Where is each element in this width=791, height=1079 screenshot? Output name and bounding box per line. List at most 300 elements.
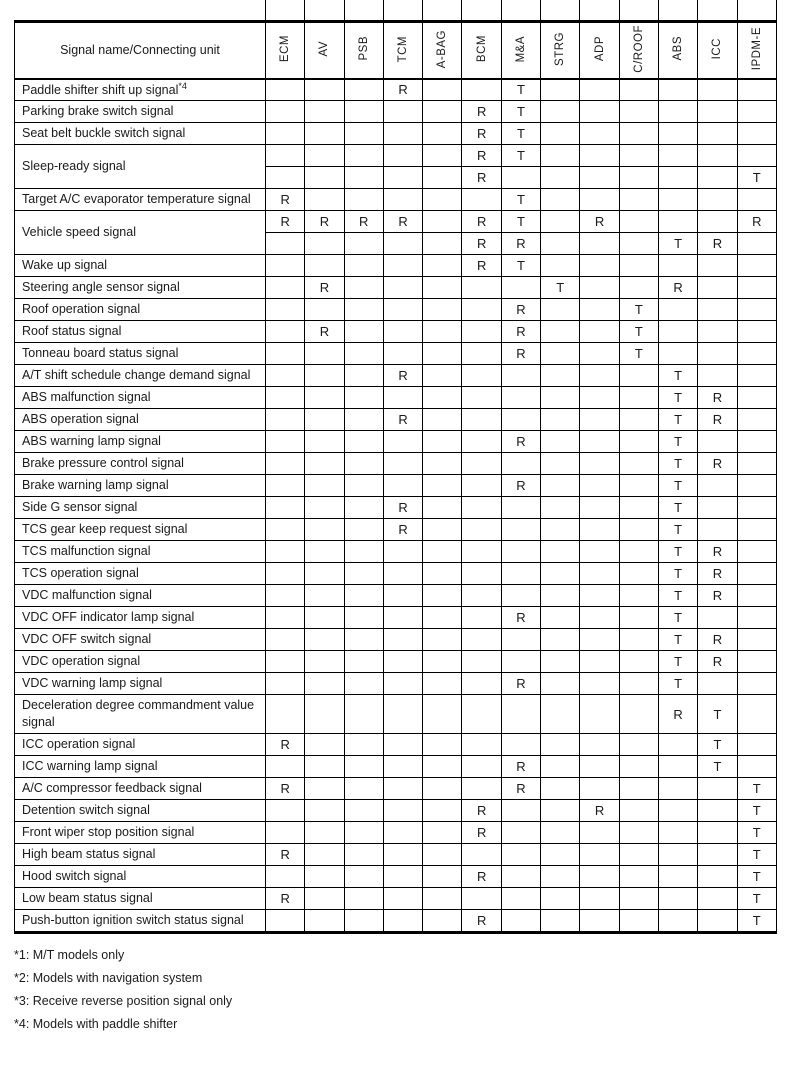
empty-cell bbox=[501, 651, 540, 673]
empty-cell bbox=[541, 409, 580, 431]
signal-marker-cell: T bbox=[658, 365, 697, 387]
empty-cell bbox=[266, 563, 305, 585]
table-row bbox=[15, 343, 777, 365]
empty-cell bbox=[580, 888, 619, 910]
empty-cell bbox=[344, 607, 383, 629]
signal-marker-cell: R bbox=[698, 453, 737, 475]
signal-name-cell: VDC operation signal bbox=[15, 651, 266, 673]
empty-cell bbox=[423, 453, 462, 475]
empty-cell bbox=[619, 822, 658, 844]
signal-marker-cell: R bbox=[501, 778, 540, 800]
empty-cell bbox=[305, 695, 344, 734]
empty-cell bbox=[580, 79, 619, 101]
empty-cell bbox=[658, 778, 697, 800]
signal-marker-cell: R bbox=[501, 233, 540, 255]
signal-marker-cell: R bbox=[266, 778, 305, 800]
empty-cell bbox=[344, 844, 383, 866]
empty-cell bbox=[737, 629, 776, 651]
empty-cell bbox=[423, 607, 462, 629]
empty-cell bbox=[619, 734, 658, 756]
empty-cell bbox=[344, 255, 383, 277]
table-row bbox=[15, 822, 777, 844]
table-row bbox=[15, 101, 777, 123]
column-header-abs bbox=[658, 22, 697, 79]
empty-cell bbox=[737, 277, 776, 299]
table-row bbox=[15, 123, 777, 145]
table-row bbox=[15, 629, 777, 651]
empty-cell bbox=[383, 563, 422, 585]
signal-marker-cell: R bbox=[737, 211, 776, 233]
empty-cell bbox=[737, 475, 776, 497]
empty-cell bbox=[541, 844, 580, 866]
empty-cell bbox=[501, 800, 540, 822]
empty-cell bbox=[305, 844, 344, 866]
empty-cell bbox=[423, 233, 462, 255]
signal-name-cell: Target A/C evaporator temperature signal bbox=[15, 189, 266, 211]
signal-marker-cell: R bbox=[462, 910, 501, 933]
empty-cell bbox=[266, 607, 305, 629]
empty-cell bbox=[462, 756, 501, 778]
empty-cell bbox=[423, 673, 462, 695]
signal-name-cell: A/C compressor feedback signal bbox=[15, 778, 266, 800]
empty-cell bbox=[619, 607, 658, 629]
empty-cell bbox=[383, 453, 422, 475]
empty-cell bbox=[737, 607, 776, 629]
empty-cell bbox=[423, 541, 462, 563]
empty-cell bbox=[305, 866, 344, 888]
empty-cell bbox=[383, 299, 422, 321]
signal-marker-cell: R bbox=[383, 519, 422, 541]
column-header-label: M&A bbox=[514, 35, 527, 62]
empty-cell bbox=[423, 321, 462, 343]
empty-cell bbox=[501, 629, 540, 651]
column-header-label: ADP bbox=[593, 36, 606, 62]
signal-name-cell: Steering angle sensor signal bbox=[15, 277, 266, 299]
signal-marker-cell: R bbox=[344, 211, 383, 233]
empty-cell bbox=[541, 431, 580, 453]
empty-cell bbox=[305, 387, 344, 409]
empty-cell bbox=[305, 167, 344, 189]
empty-cell bbox=[737, 387, 776, 409]
empty-cell bbox=[266, 431, 305, 453]
empty-cell bbox=[305, 365, 344, 387]
empty-cell bbox=[383, 756, 422, 778]
empty-cell bbox=[619, 145, 658, 167]
empty-cell bbox=[305, 585, 344, 607]
signal-marker-cell: R bbox=[698, 563, 737, 585]
empty-cell bbox=[383, 844, 422, 866]
empty-cell bbox=[462, 585, 501, 607]
empty-cell bbox=[737, 585, 776, 607]
signal-marker-cell: T bbox=[658, 607, 697, 629]
empty-cell bbox=[541, 910, 580, 933]
empty-cell bbox=[305, 453, 344, 475]
signal-marker-cell: R bbox=[698, 409, 737, 431]
empty-cell bbox=[658, 844, 697, 866]
empty-cell bbox=[266, 475, 305, 497]
empty-cell bbox=[305, 255, 344, 277]
empty-cell bbox=[344, 910, 383, 933]
empty-cell bbox=[737, 343, 776, 365]
empty-cell bbox=[698, 211, 737, 233]
empty-cell bbox=[737, 431, 776, 453]
signal-marker-cell: T bbox=[658, 519, 697, 541]
empty-cell bbox=[266, 629, 305, 651]
column-header-label: ICC bbox=[711, 38, 724, 60]
empty-cell bbox=[541, 778, 580, 800]
empty-cell bbox=[737, 563, 776, 585]
empty-cell bbox=[698, 123, 737, 145]
empty-cell bbox=[698, 866, 737, 888]
empty-cell bbox=[462, 409, 501, 431]
empty-cell bbox=[266, 321, 305, 343]
empty-cell bbox=[383, 343, 422, 365]
empty-cell bbox=[305, 145, 344, 167]
empty-cell bbox=[305, 123, 344, 145]
empty-cell bbox=[698, 822, 737, 844]
footnote: *1: M/T models only bbox=[14, 948, 125, 962]
signal-marker-cell: T bbox=[737, 844, 776, 866]
signal-marker-cell: T bbox=[698, 695, 737, 734]
empty-cell bbox=[383, 888, 422, 910]
empty-cell bbox=[423, 585, 462, 607]
signal-name-cell: Hood switch signal bbox=[15, 866, 266, 888]
empty-cell bbox=[344, 233, 383, 255]
empty-cell bbox=[619, 800, 658, 822]
empty-cell bbox=[619, 563, 658, 585]
table-row bbox=[15, 189, 777, 211]
empty-cell bbox=[423, 519, 462, 541]
empty-cell bbox=[698, 101, 737, 123]
empty-cell bbox=[423, 299, 462, 321]
empty-cell bbox=[658, 822, 697, 844]
column-header-ecm bbox=[266, 22, 305, 79]
signal-name-cell: Wake up signal bbox=[15, 255, 266, 277]
signal-marker-cell: R bbox=[383, 365, 422, 387]
empty-cell bbox=[541, 800, 580, 822]
signal-marker-cell: T bbox=[658, 387, 697, 409]
signal-marker-cell: R bbox=[501, 607, 540, 629]
empty-cell bbox=[383, 866, 422, 888]
empty-cell bbox=[305, 475, 344, 497]
signal-marker-cell: T bbox=[737, 888, 776, 910]
table-row bbox=[15, 673, 777, 695]
empty-cell bbox=[619, 79, 658, 101]
empty-cell bbox=[344, 778, 383, 800]
empty-cell bbox=[619, 453, 658, 475]
empty-cell bbox=[737, 365, 776, 387]
empty-cell bbox=[619, 387, 658, 409]
empty-cell bbox=[462, 778, 501, 800]
empty-cell bbox=[658, 888, 697, 910]
signal-marker-cell: T bbox=[658, 629, 697, 651]
empty-cell bbox=[541, 822, 580, 844]
empty-cell bbox=[305, 541, 344, 563]
empty-cell bbox=[344, 800, 383, 822]
empty-cell bbox=[344, 123, 383, 145]
empty-cell bbox=[541, 756, 580, 778]
signal-marker-cell: R bbox=[383, 409, 422, 431]
empty-cell bbox=[541, 607, 580, 629]
empty-cell bbox=[737, 497, 776, 519]
signal-marker-cell: T bbox=[737, 778, 776, 800]
column-header-label: PSB bbox=[357, 36, 370, 61]
empty-cell bbox=[580, 145, 619, 167]
table-row bbox=[15, 453, 777, 475]
table-row bbox=[15, 79, 777, 101]
signal-marker-cell: R bbox=[462, 167, 501, 189]
empty-cell bbox=[580, 778, 619, 800]
signal-marker-cell: T bbox=[698, 756, 737, 778]
empty-cell bbox=[737, 651, 776, 673]
footnotes bbox=[14, 945, 791, 1037]
footnote: *3: Receive reverse position signal only bbox=[14, 994, 233, 1008]
column-header-label: ECM bbox=[279, 35, 292, 63]
empty-cell bbox=[344, 822, 383, 844]
empty-cell bbox=[423, 277, 462, 299]
empty-cell bbox=[541, 101, 580, 123]
empty-cell bbox=[658, 756, 697, 778]
empty-cell bbox=[305, 651, 344, 673]
empty-cell bbox=[580, 910, 619, 933]
empty-cell bbox=[698, 321, 737, 343]
empty-cell bbox=[541, 233, 580, 255]
empty-cell bbox=[619, 189, 658, 211]
empty-cell bbox=[619, 695, 658, 734]
empty-cell bbox=[305, 519, 344, 541]
signal-marker-cell: T bbox=[658, 409, 697, 431]
empty-cell bbox=[737, 233, 776, 255]
empty-cell bbox=[698, 189, 737, 211]
signal-name-cell: Paddle shifter shift up signal$^{*4}$ bbox=[15, 79, 266, 101]
signal-marker-cell: R bbox=[266, 888, 305, 910]
empty-cell bbox=[344, 541, 383, 563]
signal-marker-cell: T bbox=[501, 189, 540, 211]
empty-cell bbox=[383, 778, 422, 800]
empty-cell bbox=[344, 497, 383, 519]
empty-cell bbox=[698, 431, 737, 453]
table-row bbox=[15, 585, 777, 607]
empty-cell bbox=[737, 123, 776, 145]
empty-cell bbox=[737, 756, 776, 778]
empty-cell bbox=[383, 277, 422, 299]
empty-cell bbox=[383, 189, 422, 211]
empty-cell bbox=[619, 233, 658, 255]
signal-marker-cell: T bbox=[501, 79, 540, 101]
signal-marker-cell: R bbox=[501, 475, 540, 497]
empty-cell bbox=[462, 519, 501, 541]
empty-cell bbox=[619, 910, 658, 933]
empty-cell bbox=[462, 563, 501, 585]
empty-cell bbox=[344, 888, 383, 910]
empty-cell bbox=[737, 734, 776, 756]
signal-name-cell: Seat belt buckle switch signal bbox=[15, 123, 266, 145]
signal-marker-cell: T bbox=[619, 343, 658, 365]
empty-cell bbox=[462, 475, 501, 497]
empty-cell bbox=[266, 343, 305, 365]
signal-marker-cell: T bbox=[658, 233, 697, 255]
empty-cell bbox=[698, 844, 737, 866]
table-row bbox=[15, 277, 777, 299]
empty-cell bbox=[501, 888, 540, 910]
empty-cell bbox=[541, 695, 580, 734]
empty-cell bbox=[541, 888, 580, 910]
table-row bbox=[15, 844, 777, 866]
empty-cell bbox=[501, 387, 540, 409]
table-row bbox=[15, 800, 777, 822]
empty-cell bbox=[698, 145, 737, 167]
empty-cell bbox=[344, 519, 383, 541]
empty-cell bbox=[580, 585, 619, 607]
empty-cell bbox=[266, 822, 305, 844]
corner-header: Signal name/Connecting unit bbox=[15, 22, 266, 79]
empty-cell bbox=[501, 541, 540, 563]
empty-cell bbox=[462, 299, 501, 321]
signal-marker-cell: R bbox=[658, 277, 697, 299]
empty-cell bbox=[580, 409, 619, 431]
empty-cell bbox=[501, 365, 540, 387]
signal-marker-cell: T bbox=[658, 673, 697, 695]
signal-name-cell: ABS operation signal bbox=[15, 409, 266, 431]
signal-marker-cell: R bbox=[501, 321, 540, 343]
signal-name-cell: Low beam status signal bbox=[15, 888, 266, 910]
empty-cell bbox=[541, 629, 580, 651]
empty-cell bbox=[344, 563, 383, 585]
empty-cell bbox=[423, 866, 462, 888]
empty-cell bbox=[423, 343, 462, 365]
empty-cell bbox=[266, 255, 305, 277]
empty-cell bbox=[619, 167, 658, 189]
empty-cell bbox=[541, 673, 580, 695]
empty-cell bbox=[698, 365, 737, 387]
empty-cell bbox=[698, 888, 737, 910]
empty-cell bbox=[462, 453, 501, 475]
empty-cell bbox=[462, 629, 501, 651]
signal-marker-cell: T bbox=[658, 431, 697, 453]
empty-cell bbox=[619, 673, 658, 695]
empty-cell bbox=[501, 409, 540, 431]
empty-cell bbox=[305, 497, 344, 519]
empty-cell bbox=[462, 343, 501, 365]
empty-cell bbox=[266, 409, 305, 431]
empty-cell bbox=[580, 255, 619, 277]
signal-name-cell: TCS malfunction signal bbox=[15, 541, 266, 563]
column-header-label: BCM bbox=[475, 35, 488, 63]
empty-cell bbox=[344, 79, 383, 101]
empty-cell bbox=[383, 607, 422, 629]
signal-marker-cell: R bbox=[383, 211, 422, 233]
empty-cell bbox=[580, 343, 619, 365]
empty-cell bbox=[344, 453, 383, 475]
empty-cell bbox=[423, 409, 462, 431]
empty-cell bbox=[266, 387, 305, 409]
signal-name-cell: VDC OFF switch signal bbox=[15, 629, 266, 651]
empty-cell bbox=[737, 101, 776, 123]
signal-marker-cell: T bbox=[658, 453, 697, 475]
empty-cell bbox=[501, 822, 540, 844]
signal-marker-cell: R bbox=[462, 255, 501, 277]
footnote-ref: *4 bbox=[178, 80, 187, 91]
signal-marker-cell: R bbox=[501, 431, 540, 453]
signal-marker-cell: T bbox=[658, 563, 697, 585]
signal-marker-cell: T bbox=[737, 800, 776, 822]
signal-marker-cell: T bbox=[737, 910, 776, 933]
signal-marker-cell: R bbox=[501, 299, 540, 321]
empty-cell bbox=[266, 866, 305, 888]
signal-name-cell: Parking brake switch signal bbox=[15, 101, 266, 123]
signal-name-cell: Roof status signal bbox=[15, 321, 266, 343]
empty-cell bbox=[580, 365, 619, 387]
signal-marker-cell: R bbox=[462, 211, 501, 233]
empty-cell bbox=[501, 453, 540, 475]
empty-cell bbox=[619, 123, 658, 145]
signal-marker-cell: R bbox=[462, 233, 501, 255]
empty-cell bbox=[423, 101, 462, 123]
empty-cell bbox=[541, 189, 580, 211]
column-header-label: AV bbox=[318, 41, 331, 57]
empty-cell bbox=[266, 167, 305, 189]
column-header-strg bbox=[541, 22, 580, 79]
empty-cell bbox=[423, 255, 462, 277]
table-row bbox=[15, 541, 777, 563]
empty-cell bbox=[266, 233, 305, 255]
empty-cell bbox=[698, 497, 737, 519]
empty-cell bbox=[541, 541, 580, 563]
signal-marker-cell: T bbox=[501, 145, 540, 167]
empty-cell bbox=[344, 695, 383, 734]
empty-cell bbox=[580, 519, 619, 541]
signal-marker-cell: R bbox=[658, 695, 697, 734]
empty-cell bbox=[541, 255, 580, 277]
table-row bbox=[15, 321, 777, 343]
signal-marker-cell: R bbox=[266, 189, 305, 211]
empty-cell bbox=[462, 541, 501, 563]
signal-name-cell: TCS gear keep request signal bbox=[15, 519, 266, 541]
column-header-label: A-BAG bbox=[436, 29, 449, 68]
empty-cell bbox=[698, 475, 737, 497]
empty-cell bbox=[383, 387, 422, 409]
signal-marker-cell: R bbox=[462, 101, 501, 123]
signal-marker-cell: T bbox=[501, 123, 540, 145]
empty-cell bbox=[580, 431, 619, 453]
footnote: *4: Models with paddle shifter bbox=[14, 1017, 178, 1031]
empty-cell bbox=[658, 734, 697, 756]
empty-cell bbox=[580, 387, 619, 409]
empty-cell bbox=[658, 910, 697, 933]
empty-cell bbox=[423, 387, 462, 409]
empty-cell bbox=[698, 778, 737, 800]
empty-cell bbox=[580, 233, 619, 255]
empty-cell bbox=[658, 79, 697, 101]
empty-cell bbox=[541, 321, 580, 343]
table-row bbox=[15, 756, 777, 778]
empty-cell bbox=[580, 277, 619, 299]
empty-cell bbox=[423, 910, 462, 933]
empty-cell bbox=[580, 629, 619, 651]
signal-marker-cell: T bbox=[501, 255, 540, 277]
signal-name-cell: A/T shift schedule change demand signal bbox=[15, 365, 266, 387]
empty-cell bbox=[305, 431, 344, 453]
empty-cell bbox=[266, 79, 305, 101]
empty-cell bbox=[266, 695, 305, 734]
empty-cell bbox=[423, 695, 462, 734]
empty-cell bbox=[383, 123, 422, 145]
empty-cell bbox=[266, 145, 305, 167]
empty-cell bbox=[501, 585, 540, 607]
empty-cell bbox=[423, 497, 462, 519]
empty-cell bbox=[344, 431, 383, 453]
signal-marker-cell: R bbox=[698, 541, 737, 563]
